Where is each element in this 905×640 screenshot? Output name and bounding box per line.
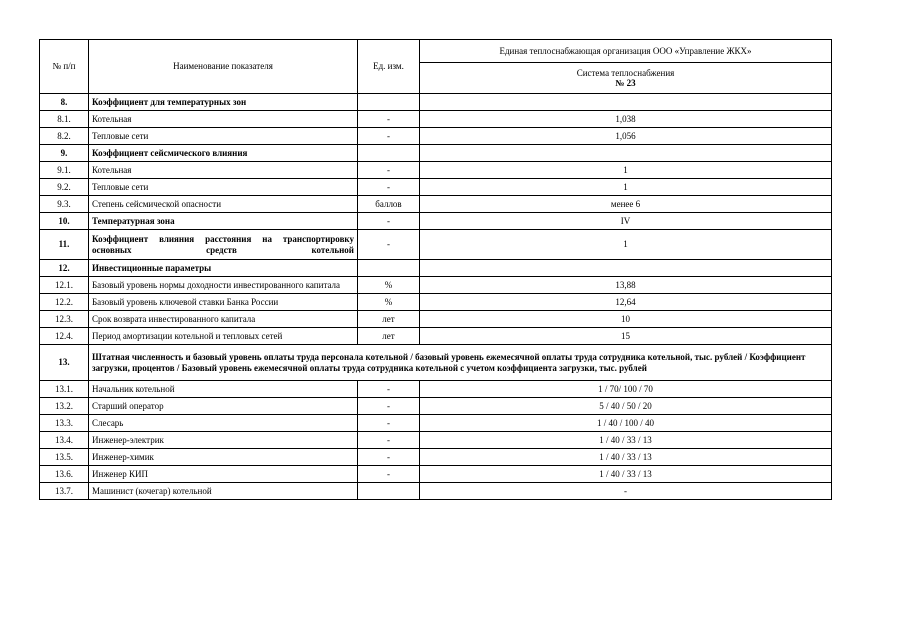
table-row [40, 230, 832, 260]
row-unit: - [358, 179, 420, 196]
table-row [40, 196, 832, 213]
row-name: Степень сейсмической опасности [89, 196, 358, 213]
row-num: 13.6. [40, 466, 89, 483]
table-row [40, 128, 832, 145]
header-unit: Ед. изм. [358, 40, 420, 94]
row-name: Коэффициент сейсмического влияния [89, 145, 358, 162]
row-unit: - [358, 381, 420, 398]
row-value: 1 / 40 / 33 / 13 [420, 449, 832, 466]
row-value: 1 / 70/ 100 / 70 [420, 381, 832, 398]
row-unit: - [358, 128, 420, 145]
table-row [40, 213, 832, 230]
table-row [40, 381, 832, 398]
row-num: 13.3. [40, 415, 89, 432]
row-num: 12.3. [40, 311, 89, 328]
row-num: 8.1. [40, 111, 89, 128]
row-num: 13. [40, 345, 89, 381]
row-value: 5 / 40 / 50 / 20 [420, 398, 832, 415]
table-row [40, 277, 832, 294]
row-value: 13,88 [420, 277, 832, 294]
row-unit: - [358, 466, 420, 483]
row-num: 12. [40, 260, 89, 277]
row-unit: - [358, 230, 420, 260]
row-unit: баллов [358, 196, 420, 213]
row-name: Котельная [89, 162, 358, 179]
row-name: Коэффициент для температурных зон [89, 94, 358, 111]
row-unit [358, 483, 420, 500]
row-unit: - [358, 449, 420, 466]
row-name: Машинист (кочегар) котельной [89, 483, 358, 500]
table-row [40, 179, 832, 196]
table-row [40, 162, 832, 179]
table-row [40, 466, 832, 483]
row-name: Базовый уровень ключевой ставки Банка России [89, 294, 358, 311]
row-name: Тепловые сети [89, 128, 358, 145]
table-row [40, 94, 832, 111]
row-num: 9.1. [40, 162, 89, 179]
row-num: 13.2. [40, 398, 89, 415]
row-unit: - [358, 432, 420, 449]
row-name: Период амортизации котельной и тепловых сетей [89, 328, 358, 345]
row-value: 1 / 40 / 33 / 13 [420, 466, 832, 483]
table-row [40, 345, 832, 381]
row-name: Инженер-электрик [89, 432, 358, 449]
row-value: менее 6 [420, 196, 832, 213]
indicators-table [39, 39, 832, 500]
row-num: 12.2. [40, 294, 89, 311]
row-unit [358, 260, 420, 277]
row-num: 12.1. [40, 277, 89, 294]
header-name: Наименование показателя [89, 40, 358, 94]
row-value [420, 260, 832, 277]
row-name: Начальник котельной [89, 381, 358, 398]
table-row [40, 398, 832, 415]
header-system-line1: Система теплоснабжения [576, 67, 675, 78]
row-unit [358, 94, 420, 111]
row-name: Инженер-химик [89, 449, 358, 466]
row-value [420, 145, 832, 162]
row-num: 10. [40, 213, 89, 230]
table-row [40, 260, 832, 277]
row-num: 8.2. [40, 128, 89, 145]
row-num: 9.2. [40, 179, 89, 196]
header-num: № п/п [40, 40, 89, 94]
row-name: Тепловые сети [89, 179, 358, 196]
row-name: Температурная зона [89, 213, 358, 230]
row-name: Коэффициент влияния расстояния на транспортировку основных средств котельной [89, 230, 358, 260]
row-unit: - [358, 415, 420, 432]
row-name: Инженер КИП [89, 466, 358, 483]
row-unit: - [358, 111, 420, 128]
table-row [40, 328, 832, 345]
row-value: - [420, 483, 832, 500]
header-system [420, 63, 832, 94]
row-unit: % [358, 277, 420, 294]
table-row [40, 449, 832, 466]
table-row [40, 145, 832, 162]
row-unit: лет [358, 328, 420, 345]
row-value: 12,64 [420, 294, 832, 311]
row-value: 1,056 [420, 128, 832, 145]
row-unit: - [358, 213, 420, 230]
row-unit: - [358, 162, 420, 179]
row-unit: % [358, 294, 420, 311]
row-value: 1 [420, 162, 832, 179]
row-num: 13.5. [40, 449, 89, 466]
row-name: Срок возврата инвестированного капитала [89, 311, 358, 328]
table-row [40, 432, 832, 449]
table-row [40, 111, 832, 128]
row-num: 8. [40, 94, 89, 111]
row-unit: - [358, 398, 420, 415]
table-row [40, 483, 832, 500]
row-value: 1 / 40 / 33 / 13 [420, 432, 832, 449]
table-row [40, 294, 832, 311]
row-name-wide: Штатная численность и базовый уровень оплаты труда персонала котельной / базовый уровень ежемесячной оплаты труда сотрудника котельной, тыс. рублей / Коэффициент загрузки, процентов / Базовый уровень ежемесячной оплаты труда сотрудника котельной с учетом коэффициента загрузки, тыс. рублей [89, 345, 832, 381]
row-value [420, 94, 832, 111]
row-value: 15 [420, 328, 832, 345]
row-value: IV [420, 213, 832, 230]
row-num: 11. [40, 230, 89, 260]
row-value: 1 [420, 179, 832, 196]
row-unit: лет [358, 311, 420, 328]
row-name: Слесарь [89, 415, 358, 432]
row-name: Инвестиционные параметры [89, 260, 358, 277]
row-unit [358, 145, 420, 162]
row-num: 13.1. [40, 381, 89, 398]
row-value: 10 [420, 311, 832, 328]
table-row [40, 311, 832, 328]
row-num: 13.4. [40, 432, 89, 449]
row-name: Старший оператор [89, 398, 358, 415]
header-system-line2: № 23 [615, 78, 636, 88]
row-name: Базовый уровень нормы доходности инвестированного капитала [89, 277, 358, 294]
row-num: 9. [40, 145, 89, 162]
row-num: 9.3. [40, 196, 89, 213]
row-num: 13.7. [40, 483, 89, 500]
header-org: Единая теплоснабжающая организация ООО «Управление ЖКХ» [420, 40, 832, 63]
row-name: Котельная [89, 111, 358, 128]
row-num: 12.4. [40, 328, 89, 345]
row-value: 1 / 40 / 100 / 40 [420, 415, 832, 432]
table-row [40, 415, 832, 432]
row-value: 1 [420, 230, 832, 260]
row-value: 1,038 [420, 111, 832, 128]
